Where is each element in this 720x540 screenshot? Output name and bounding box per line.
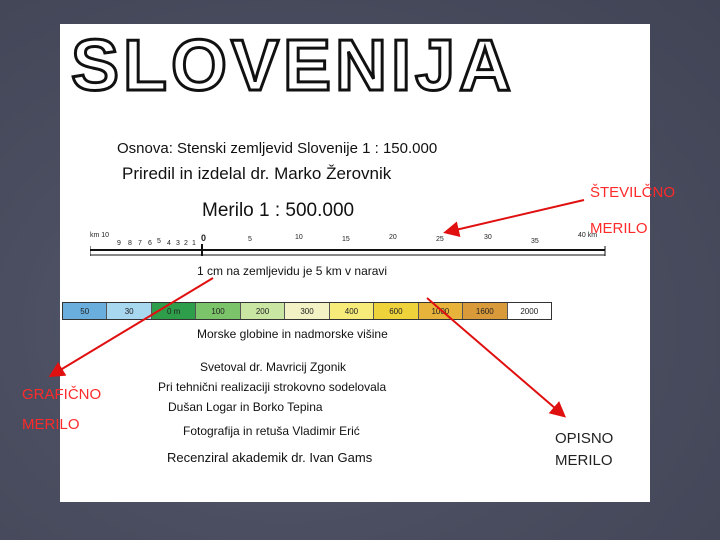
credit-line: Pri tehnični realizaciji strokovno sodelovala xyxy=(158,380,387,394)
arrow-to-descriptive-scale xyxy=(427,298,563,415)
scale-tick-label: 40 km xyxy=(578,232,598,239)
map-title: SLOVENIJA xyxy=(70,26,516,106)
credit-line: Fotografija in retuša Vladimir Erić xyxy=(183,424,360,438)
label-stevilcno: ŠTEVILČNO xyxy=(590,184,676,201)
legend-segment: 600 xyxy=(374,303,418,319)
scale-tick-label: 35 xyxy=(531,238,539,245)
legend-segment: 100 xyxy=(196,303,240,319)
map-author-text: Priredil in izdelal dr. Marko Žerovnik xyxy=(122,164,392,183)
legend-segment: 400 xyxy=(330,303,374,319)
credit-line: Svetoval dr. Mavricij Zgonik xyxy=(200,360,347,374)
scale-tick-label: 3 xyxy=(176,240,180,247)
scale-tick-label: 10 xyxy=(295,234,303,241)
map-source-text: Osnova: Stenski zemljevid Slovenije 1 : 150.000 xyxy=(117,140,438,157)
scale-tick-label: 1 xyxy=(192,240,196,247)
legend-caption: Morske globine in nadmorske višine xyxy=(197,327,388,341)
label-merilo-numeric: MERILO xyxy=(590,220,648,237)
legend-segment: 50 xyxy=(63,303,107,319)
legend-segment: 1600 xyxy=(463,303,507,319)
numeric-scale-text: Merilo 1 : 500.000 xyxy=(202,200,355,221)
descriptive-scale-text: 1 cm na zemljevidu je 5 km v naravi xyxy=(197,264,388,278)
credit-line: Dušan Logar in Borko Tepina xyxy=(168,400,323,414)
scale-tick-label: 9 xyxy=(117,240,121,247)
scale-tick-label: 5 xyxy=(157,238,161,245)
legend-segment: 1000 xyxy=(419,303,463,319)
scale-tick-label: 4 xyxy=(167,240,171,247)
scale-tick-label: 7 xyxy=(138,240,142,247)
scale-tick-label: 6 xyxy=(148,240,152,247)
scale-tick-label: 25 xyxy=(436,236,444,243)
scale-tick-label: 0 xyxy=(201,233,207,243)
legend-segment: 200 xyxy=(241,303,285,319)
scale-tick-label: 30 xyxy=(484,234,492,241)
scale-tick-label: 15 xyxy=(342,236,350,243)
scale-tick-label: 2 xyxy=(184,240,188,247)
arrow-to-graphic-scale xyxy=(52,278,213,375)
legend-segment: 2000 xyxy=(508,303,551,319)
arrow-to-numeric-scale xyxy=(447,200,584,232)
scale-tick-label: 8 xyxy=(128,240,132,247)
label-graficno: GRAFIČNO xyxy=(22,386,102,403)
legend-segment: 0 m xyxy=(152,303,196,319)
scale-tick-label: 5 xyxy=(248,236,252,243)
legend-segment: 300 xyxy=(285,303,329,319)
legend-segment: 30 xyxy=(107,303,151,319)
label-merilo-descriptive: MERILO xyxy=(555,452,613,469)
label-merilo-graphic: MERILO xyxy=(22,416,80,433)
scale-tick-label: km 10 xyxy=(90,232,110,239)
label-opisno: OPISNO xyxy=(555,430,614,447)
scale-tick-label: 20 xyxy=(389,234,397,241)
credit-line: Recenziral akademik dr. Ivan Gams xyxy=(167,450,373,465)
